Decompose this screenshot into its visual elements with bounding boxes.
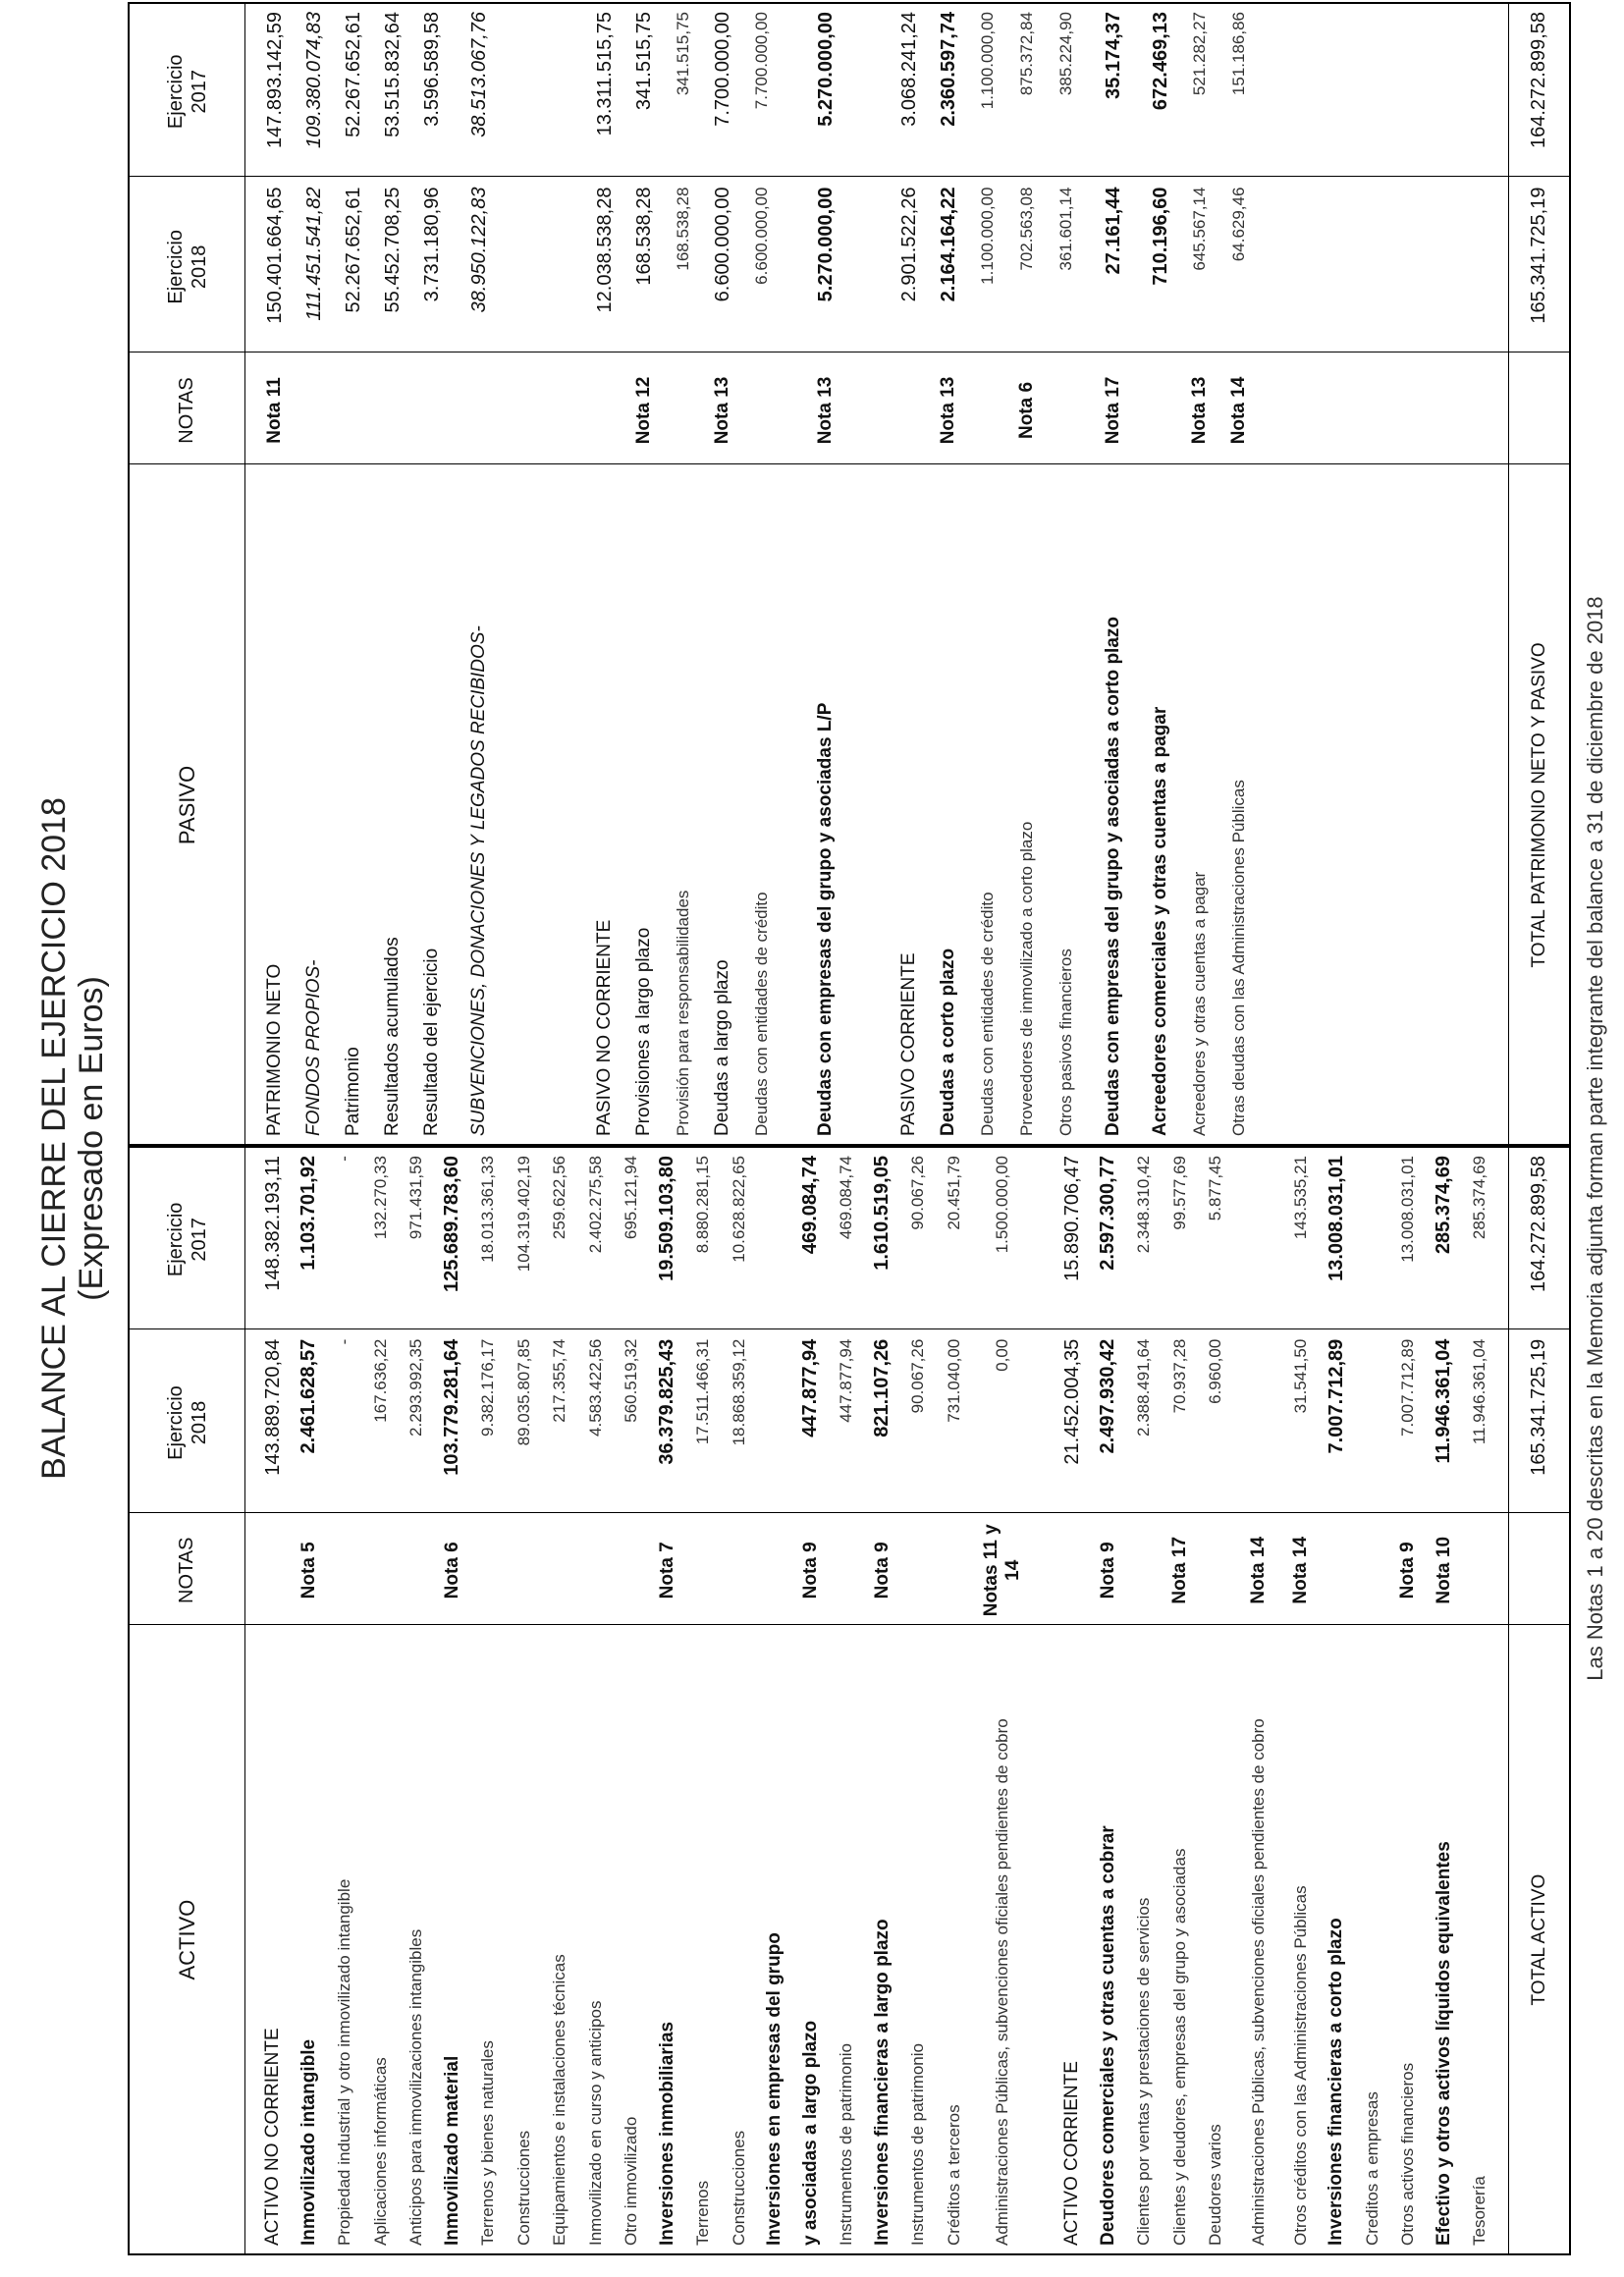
row-value-2017: 1.100.000,00 — [978, 11, 997, 110]
row-value-2018: 2.164.164,22 — [937, 187, 959, 302]
row-value-2018: 52.267.652,61 — [342, 187, 364, 313]
table-row — [363, 1148, 400, 2253]
activo-header-2017 — [164, 1148, 211, 1331]
row-value-2017: 147.893.142,59 — [263, 11, 286, 149]
pasivo-header-label: PASIVO — [174, 765, 199, 845]
table-row — [1198, 1148, 1234, 2253]
activo-header-label: ACTIVO — [174, 1899, 199, 1980]
row-notes: Nota 5 — [298, 1542, 319, 1599]
table-row — [900, 1148, 937, 2253]
row-value-2017: 125.689.783,60 — [441, 1156, 463, 1293]
row-label: Inmovilizado intangible — [298, 2038, 319, 2246]
row-label: ACTIVO CORRIENTE — [1061, 2061, 1083, 2246]
table-row — [937, 1148, 973, 2253]
row-notes: Nota 13 — [815, 376, 836, 445]
table-row — [507, 1148, 543, 2253]
row-notes: Nota 13 — [938, 376, 958, 445]
row-value-2018: 731.040,00 — [944, 1338, 963, 1423]
table-row — [722, 1148, 758, 2253]
table-row — [1283, 1148, 1320, 2253]
row-value-2017: 1.610.519,05 — [871, 1156, 893, 1271]
row-value-2017: 53.515.832,64 — [381, 11, 404, 137]
row-value-2018: 111.451.541,82 — [302, 187, 325, 321]
row-label: Clientes y deudores, empresas del grupo y asociadas — [1169, 1848, 1189, 2246]
table-row — [1319, 1148, 1355, 2253]
row-label: Instrumentos de patrimonio — [908, 2043, 928, 2246]
row-value-2018: 17.511.466,31 — [693, 1338, 713, 1445]
row-value-2017: 695.121,94 — [622, 1156, 641, 1240]
row-value-2018: 361.601,14 — [1056, 187, 1075, 271]
row-value-2018: 167.636,22 — [370, 1338, 390, 1423]
row-label: Otro inmovilizado — [622, 2116, 641, 2246]
table-row — [614, 1148, 650, 2253]
row-value-2018: 55.452.708,25 — [381, 187, 404, 313]
row-value-2017: 971.431,59 — [406, 1156, 426, 1240]
row-label: Tesorería — [1470, 2176, 1489, 2246]
row-value-2017: 52.267.652,61 — [342, 11, 364, 137]
activo-header-2017-a: Ejercicio — [164, 1202, 187, 1277]
row-value-2018: 6.600.000,00 — [752, 187, 771, 285]
row-label: PATRIMONIO NETO — [264, 963, 285, 1136]
row-label: Otros créditos con las Administraciones Públicas — [1290, 1885, 1310, 2246]
row-notes: Nota 9 — [1097, 1542, 1118, 1599]
row-label: Clientes por ventas y prestaciones de servicios — [1134, 1897, 1154, 2246]
total-label: TOTAL ACTIVO — [1528, 1873, 1549, 2006]
row-notes: Nota 12 — [633, 376, 654, 445]
activo-header-2018 — [164, 1331, 211, 1515]
row-label: Aplicaciones informáticas — [370, 2057, 390, 2246]
row-notes: Nota 9 — [1397, 1542, 1419, 1599]
row-label: Proveedores de inmovilizado a corto plazo — [1017, 821, 1036, 1136]
row-label: Deudores varios — [1206, 2124, 1225, 2246]
pasivo-header-2017-a: Ejercicio — [164, 54, 187, 130]
row-notes: Nota 10 — [1433, 1536, 1454, 1604]
row-value-2017: 132.270,33 — [370, 1156, 390, 1240]
total-value-2017: 164.272.899,58 — [1528, 11, 1549, 149]
pasivo-header-2018-a: Ejercicio — [164, 230, 187, 304]
table-row — [399, 1148, 435, 2253]
table-row — [650, 1148, 686, 2253]
row-value-2018: 6.600.000,00 — [711, 187, 733, 302]
activo-header-notes: NOTAS — [176, 1537, 197, 1603]
row-value-2017: 1.103.701,92 — [298, 1156, 320, 1271]
table-row — [470, 1148, 507, 2253]
table-row — [1355, 1148, 1391, 2253]
row-label: Deudas con empresas del grupo y asociadas L/P — [815, 702, 836, 1136]
row-notes: Notas 11 y 14 — [981, 1524, 1023, 1617]
row-label: Terrenos y bienes naturales — [478, 2040, 498, 2246]
row-notes: Nota 17 — [1168, 1536, 1190, 1604]
row-notes: Nota 17 — [1103, 376, 1123, 445]
row-value-2018: 710.196,60 — [1149, 187, 1171, 286]
table-row — [578, 1148, 615, 2253]
table-row — [1462, 1148, 1498, 2253]
row-value-2017: 285.374,69 — [1470, 1156, 1489, 1240]
activo-header-2018-b: 2018 — [188, 1400, 210, 1445]
row-label: Deudas a corto plazo — [938, 948, 958, 1136]
row-label: Inmovilizado material — [441, 2055, 462, 2246]
activo-header-2018-a: Ejercicio — [164, 1385, 187, 1460]
page-subtitle: (Expresado en Euros) — [73, 976, 110, 1301]
row-value-2018: 2.497.930,42 — [1097, 1338, 1119, 1454]
row-value-2018: 7.007.712,89 — [1325, 1338, 1347, 1454]
row-value-2017: 20.451,79 — [944, 1156, 963, 1230]
row-value-2017: 7.700.000,00 — [752, 11, 771, 110]
table-row — [292, 1148, 328, 2253]
row-value-2017: 5.270.000,00 — [814, 11, 837, 127]
row-value-2018: 560.519,32 — [622, 1338, 641, 1423]
activo-header-row — [130, 1148, 245, 2253]
row-label: SUBVENCIONES, DONACIONES Y LEGADOS RECIBIDOS- — [468, 625, 489, 1136]
table-row — [865, 1148, 901, 2253]
row-value-2018: 6.960,00 — [1206, 1338, 1225, 1404]
row-value-2017: 341.515,75 — [632, 11, 655, 111]
row-label: Resultados acumulados — [382, 937, 403, 1136]
table-row — [972, 1148, 1033, 2253]
row-value-2017: 99.577,69 — [1169, 1156, 1189, 1230]
row-value-2018: 2.901.522,26 — [897, 187, 920, 302]
table-row — [435, 1148, 471, 2253]
row-value-2018: 4.583.422,56 — [585, 1338, 605, 1437]
page-title: BALANCE AL CIERRE DEL EJERCICIO 2018 — [35, 797, 73, 1480]
row-label: Inmovilizado en curso y anticipos — [585, 2000, 605, 2246]
row-value-2017: 143.535,21 — [1290, 1156, 1310, 1240]
pasivo-header-notes: NOTAS — [176, 377, 197, 444]
row-label: Instrumentos de patrimonio — [837, 2043, 856, 2246]
row-label: Otros activos financieros — [1398, 2062, 1418, 2246]
divider — [130, 1624, 1569, 1625]
pasivo-table — [128, 2, 1571, 1146]
row-label: Otras deudas con las Administraciones Públicas — [1229, 780, 1248, 1136]
divider — [130, 1328, 1569, 1329]
row-value-2018: 150.401.664,65 — [263, 187, 286, 324]
divider — [130, 463, 1569, 464]
row-value-2017: 3.068.241,24 — [897, 11, 920, 127]
row-value-2017: 469.084,74 — [837, 1156, 856, 1240]
divider — [130, 1512, 1569, 1513]
row-label: Deudores comerciales y otras cuentas a cobrar — [1097, 1825, 1118, 2246]
row-value-2018: 5.270.000,00 — [814, 187, 837, 302]
row-label: Inversiones en empresas del grupo — [764, 1932, 785, 2246]
table-row — [1126, 1148, 1163, 2253]
row-value-2018: 11.946.361,04 — [1433, 1338, 1455, 1464]
total-value-2017: 164.272.899,58 — [1528, 1156, 1549, 1293]
row-value-2018: 447.877,94 — [837, 1338, 856, 1423]
row-value-2018: 168.538,28 — [632, 187, 655, 286]
row-label: Equipamientos e instalaciones técnicas — [550, 1954, 569, 2246]
row-label: ACTIVO NO CORRIENTE — [262, 2028, 284, 2246]
row-value-2018: 12.038.538,28 — [593, 187, 616, 313]
row-value-2017: 19.509.103,80 — [656, 1156, 678, 1281]
total-value-2018: 165.341.725,19 — [1528, 1338, 1549, 1476]
row-value-2018: 11.946.361,04 — [1470, 1338, 1489, 1445]
row-label: FONDOS PROPIOS- — [303, 959, 324, 1136]
row-value-2018: 3.731.180,96 — [420, 187, 443, 302]
row-notes: Nota 9 — [799, 1542, 821, 1599]
row-label: Créditos a terceros — [944, 2104, 963, 2246]
row-value-2017: 35.174,37 — [1102, 11, 1124, 99]
table-row — [1427, 1148, 1463, 2253]
row-value-2017: 521.282,27 — [1190, 11, 1209, 96]
row-value-2017: 875.372,84 — [1017, 11, 1036, 96]
row-label: Propiedad industrial y otro inmovilizado intangible — [335, 1878, 354, 2246]
row-notes: Nota 14 — [1289, 1536, 1311, 1604]
row-label: Administraciones Públicas, subvenciones oficiales pendientes de cobro — [993, 1718, 1011, 2246]
row-value-2017: 5.877,45 — [1206, 1156, 1225, 1221]
row-value-2017: 8.880.281,15 — [693, 1156, 713, 1254]
row-label: PASIVO CORRIENTE — [898, 952, 919, 1136]
row-value-2017: 341.515,75 — [674, 11, 692, 96]
pasivo-header-2018 — [164, 180, 211, 355]
row-label: Efectivo y otros activos líquidos equivalentes — [1433, 1841, 1454, 2246]
row-value-2018: 143.889.720,84 — [261, 1338, 284, 1476]
table-row — [793, 1148, 830, 2253]
row-value-2018: 27.161,44 — [1102, 187, 1124, 275]
row-label: Deudas con entidades de crédito — [752, 892, 771, 1136]
row-value-2018: 89.035.807,85 — [514, 1338, 533, 1446]
row-value-2018: 217.355,74 — [550, 1338, 569, 1423]
row-value-2018: - — [335, 1338, 354, 1345]
row-value-2018: 90.067,26 — [908, 1338, 928, 1414]
row-value-2018: 38.950.122,83 — [467, 187, 490, 313]
row-value-2017: 385.224,90 — [1056, 11, 1075, 96]
row-label: Administraciones Públicas, subvenciones oficiales pendientes de cobro — [1248, 1718, 1268, 2246]
row-value-2018: 103.779.281,64 — [441, 1338, 463, 1476]
table-row — [1234, 1148, 1283, 2253]
activo-header-2017-b: 2017 — [188, 1218, 210, 1262]
row-notes: Nota 9 — [871, 1542, 893, 1599]
row-value-2018: 1.100.000,00 — [978, 187, 997, 285]
row-value-2017: 90.067,26 — [908, 1156, 928, 1230]
row-notes: Nota 6 — [1016, 381, 1037, 440]
row-value-2017: 13.311.515,75 — [593, 11, 616, 136]
row-label: Construcciones — [729, 2130, 748, 2246]
row-label: y asociadas a largo plazo — [799, 2020, 821, 2246]
row-value-2017: 1.500.000,00 — [993, 1156, 1011, 1254]
row-label: Terrenos — [693, 2180, 713, 2246]
row-value-2017: 151.186,86 — [1229, 11, 1248, 96]
row-value-2017: 259.622,56 — [550, 1156, 569, 1240]
row-label: Acreedores comerciales y otras cuentas a pagar — [1150, 706, 1170, 1136]
pasivo-header-2018-b: 2018 — [188, 244, 210, 290]
table-row — [685, 1148, 722, 2253]
row-notes: Nota 6 — [441, 1542, 462, 1599]
row-value-2018: 645.567,14 — [1190, 187, 1209, 271]
row-value-2017: 104.319.402,19 — [514, 1156, 533, 1273]
row-label: Anticipos para inmovilizaciones intangibles — [406, 1928, 426, 2246]
footer-note: Las Notas 1 a 20 descritas en la Memoria adjunta forman parte integrante del balance a 31 de diciembre de 2018 — [1583, 596, 1607, 1681]
table-row — [1163, 1148, 1199, 2253]
pasivo-header-2017 — [164, 4, 211, 180]
total-value-2018: 165.341.725,19 — [1528, 187, 1549, 324]
row-value-2018: 2.293.992,35 — [406, 1338, 426, 1437]
row-label: Provisiones a largo plazo — [633, 927, 654, 1136]
row-label: PASIVO NO CORRIENTE — [594, 919, 615, 1136]
row-value-2017: 2.360.597,74 — [937, 11, 959, 127]
row-label: Deudas con empresas del grupo y asociadas a corto plazo — [1103, 616, 1123, 1136]
table-row — [1055, 1148, 1091, 2253]
row-value-2018: 702.563,08 — [1017, 187, 1036, 271]
row-value-2017: 13.008.031,01 — [1325, 1156, 1347, 1281]
row-value-2018: 7.007.712,89 — [1398, 1338, 1418, 1437]
row-value-2017: 285.374,69 — [1433, 1156, 1455, 1255]
row-label: Construcciones — [514, 2130, 533, 2246]
activo-table — [128, 1146, 1571, 2255]
row-value-2018: 2.461.628,57 — [298, 1338, 320, 1454]
row-label: Provisión para responsabilidades — [674, 890, 692, 1136]
row-value-2017: 18.013.361,33 — [478, 1156, 498, 1263]
row-value-2018: 64.629,46 — [1229, 187, 1248, 262]
row-value-2017: 469.084,74 — [799, 1156, 822, 1255]
row-label: Deudas con entidades de crédito — [978, 892, 997, 1136]
row-value-2017: 672.469,13 — [1149, 11, 1171, 111]
row-value-2018: 18.868.359,12 — [729, 1338, 748, 1446]
row-label: Inversiones inmobiliarias — [656, 2021, 677, 2246]
row-value-2017: 3.596.589,58 — [420, 11, 443, 127]
table-row — [829, 1148, 865, 2253]
row-value-2018: 70.937,28 — [1169, 1338, 1189, 1414]
row-value-2017: 2.402.275,58 — [585, 1156, 605, 1254]
row-value-2018: 9.382.176,17 — [478, 1338, 498, 1437]
row-value-2018: 2.388.491,64 — [1134, 1338, 1154, 1437]
row-value-2018: 31.541,50 — [1290, 1338, 1310, 1414]
row-value-2018: 168.538,28 — [674, 187, 692, 271]
table-row — [757, 1148, 793, 2253]
row-value-2017: 109.380.074,83 — [302, 11, 325, 149]
row-value-2017: 148.382.193,11 — [261, 1156, 284, 1291]
table-row — [1390, 1148, 1427, 2253]
total-label: TOTAL PATRIMONIO NETO Y PASIVO — [1528, 642, 1549, 968]
row-label: Inversiones financieras a largo plazo — [871, 1919, 893, 2246]
row-label: Patrimonio — [343, 1047, 363, 1136]
row-value-2018: 36.379.825,43 — [656, 1338, 678, 1465]
row-value-2018: 21.452.004,35 — [1060, 1338, 1083, 1465]
pasivo-header-2017-b: 2017 — [188, 70, 210, 114]
divider — [130, 176, 1569, 177]
row-notes: Nota 13 — [1189, 376, 1210, 445]
row-value-2018: 821.107,26 — [871, 1338, 893, 1437]
table-row — [1091, 1148, 1127, 2253]
row-value-2017: 38.513.067,76 — [467, 11, 490, 137]
row-label: Creditos a empresas — [1362, 2091, 1381, 2246]
row-value-2018: 447.877,94 — [799, 1338, 822, 1437]
row-value-2017: - — [335, 1156, 354, 1162]
row-value-2017: 2.597.300,77 — [1097, 1156, 1119, 1271]
row-value-2017: 15.890.706,47 — [1060, 1156, 1083, 1281]
row-label: Resultado del ejercicio — [421, 948, 442, 1136]
total-row — [1508, 1148, 1569, 2253]
table-row — [542, 1148, 578, 2253]
row-notes: Nota 14 — [1228, 376, 1249, 445]
row-value-2017: 10.628.822,65 — [729, 1156, 748, 1263]
row-label: Acreedores y otras cuentas a pagar — [1190, 871, 1209, 1136]
row-value-2017: 13.008.031,01 — [1398, 1156, 1418, 1263]
row-label: Inversiones financieras a corto plazo — [1326, 1918, 1347, 2246]
row-label: Otros pasivos financieros — [1056, 949, 1075, 1136]
table-row — [327, 1148, 363, 2253]
row-label: Deudas a largo plazo — [712, 959, 732, 1136]
table-row — [255, 1148, 292, 2253]
row-notes: Nota 11 — [264, 377, 285, 444]
row-notes: Nota 7 — [656, 1542, 677, 1599]
row-notes: Nota 13 — [712, 376, 732, 445]
row-notes: Nota 14 — [1247, 1536, 1269, 1604]
row-value-2017: 7.700.000,00 — [711, 11, 733, 127]
row-value-2017: 2.348.310,42 — [1134, 1156, 1154, 1254]
row-value-2018: 0,00 — [993, 1338, 1011, 1372]
